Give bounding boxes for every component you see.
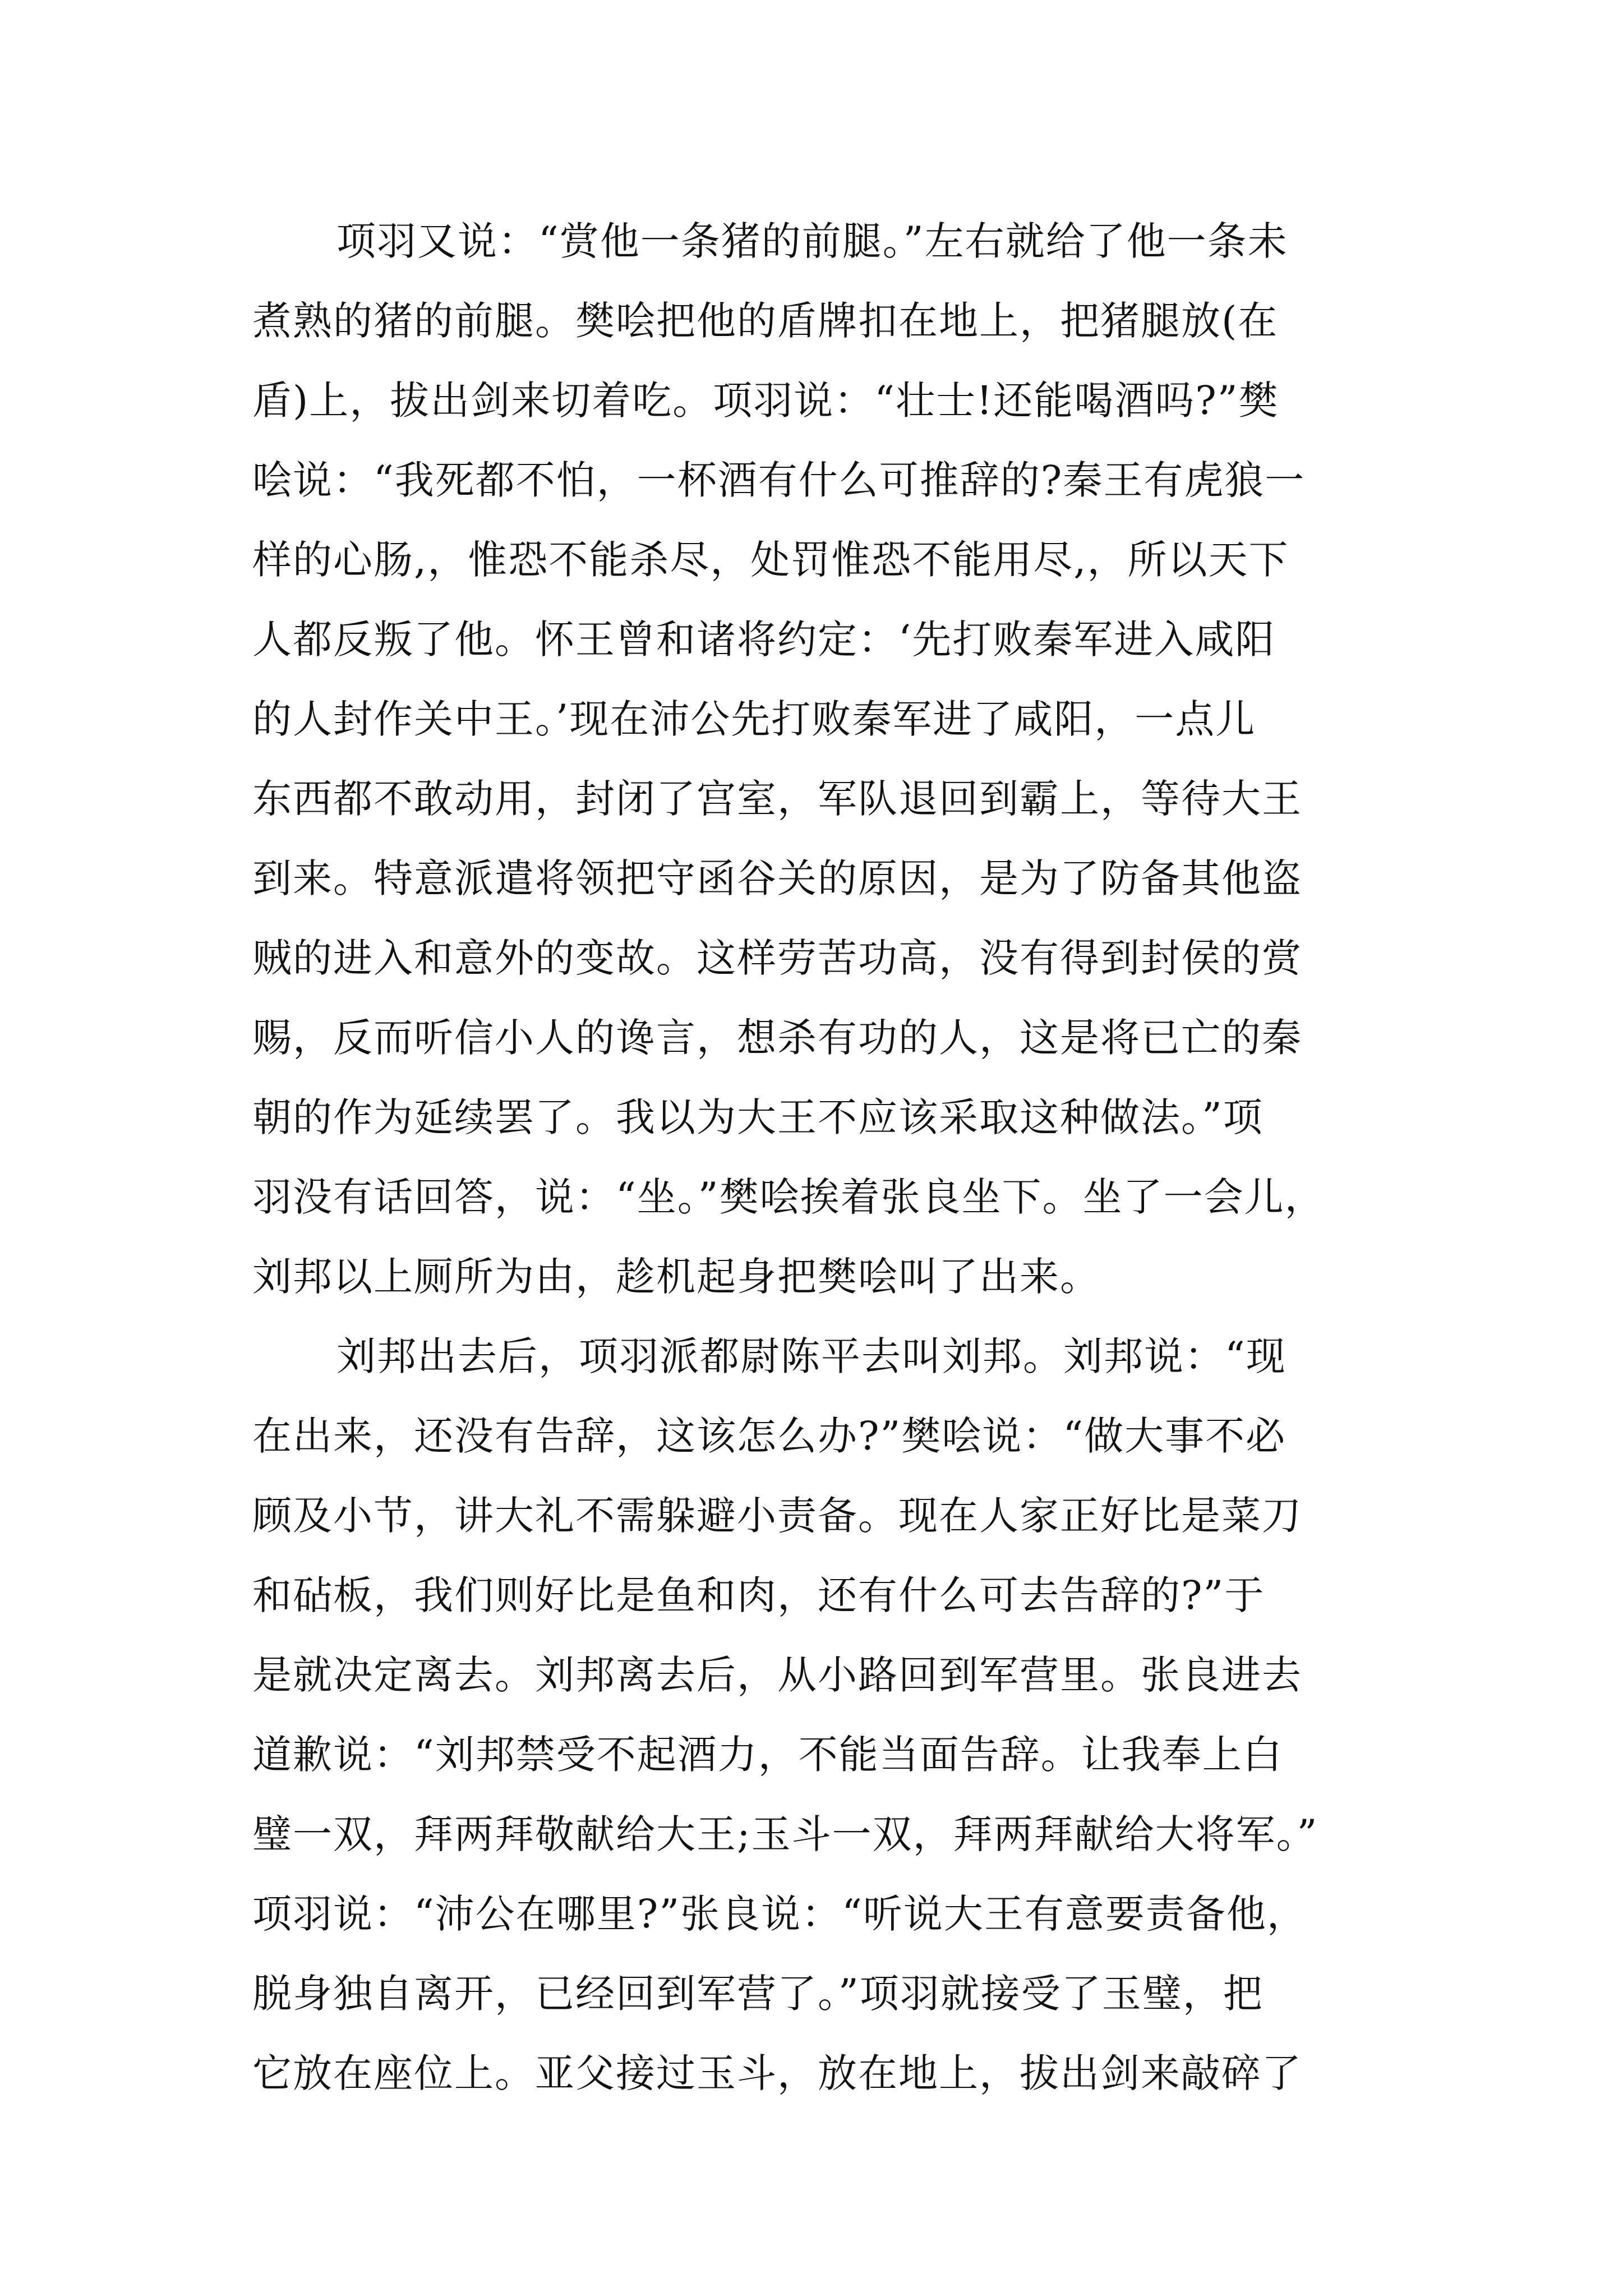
- text-line: 项羽又说：“赏他一条猪的前腿。”左右就给了他一条未: [336, 218, 1288, 264]
- text-line: 煮熟的猪的前腿。樊哙把他的盾牌扣在地上，把猪腿放(在: [252, 298, 1279, 344]
- text-line: 朝的作为延续罢了。我以为大王不应该采取这种做法。”项: [252, 1094, 1264, 1140]
- text-line: 到来。特意派遣将领把守函谷关的原因，是为了防备其他盗: [252, 855, 1302, 901]
- text-line: 赐，反而听信小人的谗言，想杀有功的人，这是将已亡的秦: [252, 1015, 1302, 1061]
- text-line: 盾)上，拔出剑来切着吃。项羽说：“壮士!还能喝酒吗?”樊: [252, 378, 1279, 424]
- text-line: 刘邦出去后，项羽派都尉陈平去叫刘邦。刘邦说：“现: [336, 1333, 1287, 1379]
- text-line: 项羽说：“沛公在哪里?”张良说：“听说大王有意要责备他，: [252, 1891, 1307, 1937]
- text-line: 它放在座位上。亚父接过玉斗，放在地上，拔出剑来敲碎了: [252, 2050, 1302, 2096]
- text-line: 羽没有话回答，说：“坐。”樊哙挨着张良坐下。坐了一会儿，: [252, 1174, 1325, 1220]
- text-line: 道歉说：“刘邦禁受不起酒力，不能当面告辞。让我奉上白: [252, 1732, 1283, 1778]
- text-line: 是就决定离去。刘邦离去后，从小路回到军营里。张良进去: [252, 1652, 1302, 1698]
- text-line: 脱身独自离开，已经回到军营了。”项羽就接受了玉璧，把: [252, 1971, 1264, 2017]
- text-line: 在出来，还没有告辞，这该怎么办?”樊哙说：“做大事不必: [252, 1413, 1287, 1459]
- text-line: 顾及小节，讲大礼不需躲避小责备。现在人家正好比是菜刀: [252, 1493, 1302, 1539]
- text-line: 璧一双，拜两拜敬献给大王;玉斗一双，拜两拜献给大将军。”: [252, 1811, 1318, 1857]
- text-line: 贼的进入和意外的变故。这样劳苦功高，没有得到封侯的赏: [252, 935, 1302, 981]
- text-line: 东西都不敢动用，封闭了宫室，军队退回到霸上，等待大王: [252, 776, 1302, 822]
- text-line: 人都反叛了他。怀王曾和诸将约定：‘先打败秦军进入咸阳: [252, 616, 1276, 662]
- text-line: 的人封作关中王。’现在沛公先打败秦军进了咸阳，一点儿: [252, 696, 1256, 742]
- text-line: 样的心肠,，惟恐不能杀尽，处罚惟恐不能用尽,，所以天下: [252, 537, 1289, 583]
- text-line: 刘邦以上厕所为由，趁机起身把樊哙叫了出来。: [252, 1254, 1100, 1300]
- text-line: 哙说：“我死都不怕，一杯酒有什么可推辞的?秦王有虎狼一: [252, 457, 1306, 503]
- text-line: 和砧板，我们则好比是鱼和肉，还有什么可去告辞的?”于: [252, 1572, 1265, 1618]
